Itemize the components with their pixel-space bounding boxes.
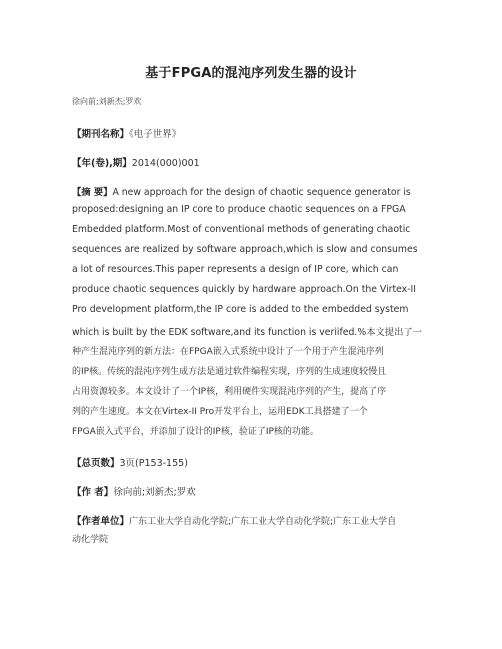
total-pages-label: 【总页数】 <box>72 458 120 469</box>
abstract-line: Embedded platform.Most of conventional methods of generating chaotic <box>72 224 411 235</box>
affiliation-row <box>72 513 432 527</box>
abstract-line: which is built by the EDK software,and its function is veriifed.%本文提出了一 <box>72 327 422 338</box>
abstract-line: 种产生混沌序列的新方法：在FPGA嵌入式系统中设计了一个用于产生混沌序列 <box>72 347 384 357</box>
journal-row <box>72 126 432 140</box>
abstract-line: FPGA嵌入式平台，并添加了设计的IP核，验证了IP核的功能。 <box>72 427 319 437</box>
journal-value: 《电子世界》 <box>129 129 182 140</box>
abstract-label: 【摘 要】 <box>72 187 113 198</box>
authors-label: 【作 者】 <box>72 487 114 498</box>
year-issue-row <box>72 155 432 169</box>
abstract-line: sequences are realized by software approach,which is slow and consumes <box>72 244 418 255</box>
author-line: 徐向前;刘新杰;罗欢 <box>72 97 142 106</box>
authors-value: 徐向前;刘新杰;罗欢 <box>113 487 196 498</box>
abstract-line: 占用资源较多。本文设计了一个IP核，利用硬件实现混沌序列的产生，提高了序 <box>72 387 387 397</box>
journal-label: 【期刊名称】 <box>72 129 130 140</box>
abstract-text: A new approach for the design of chaotic sequence generator is <box>112 187 411 198</box>
abstract-line: Pro development platform,the IP core is added to the embedded system <box>72 304 409 315</box>
total-pages-value: 3页(P153-155) <box>119 458 188 469</box>
affiliation-continuation: 动化学院 <box>72 535 109 545</box>
abstract-line: 的IP核。传统的混沌序列生成方法是通过软件编程实现，序列的生成速度较慢且 <box>72 367 387 377</box>
year-issue-value: 2014(000)001 <box>131 158 200 169</box>
abstract-line: a lot of resources.This paper represents a design of IP core, which can <box>72 264 399 275</box>
affiliation-label: 【作者单位】 <box>72 516 130 527</box>
year-issue-label: 【年(卷),期】 <box>72 158 132 169</box>
authors-row <box>72 484 432 498</box>
total-pages-row <box>72 455 432 469</box>
abstract-line: 列的产生速度。本文在Virtex-II Pro开发平台上，运用EDK工具搭建了一个 <box>72 407 368 417</box>
document-title: 基于FPGA的混沌序列发生器的设计 <box>145 66 357 81</box>
abstract-line <box>72 184 436 198</box>
affiliation-value: 广东工业大学自动化学院;广东工业大学自动化学院;广东工业大学自 <box>129 517 397 527</box>
abstract-line: produce chaotic sequences quickly by hardware approach.On the Virtex-II <box>72 284 417 295</box>
abstract-line: proposed:designing an IP core to produce chaotic sequences on a FPGA <box>72 204 406 215</box>
